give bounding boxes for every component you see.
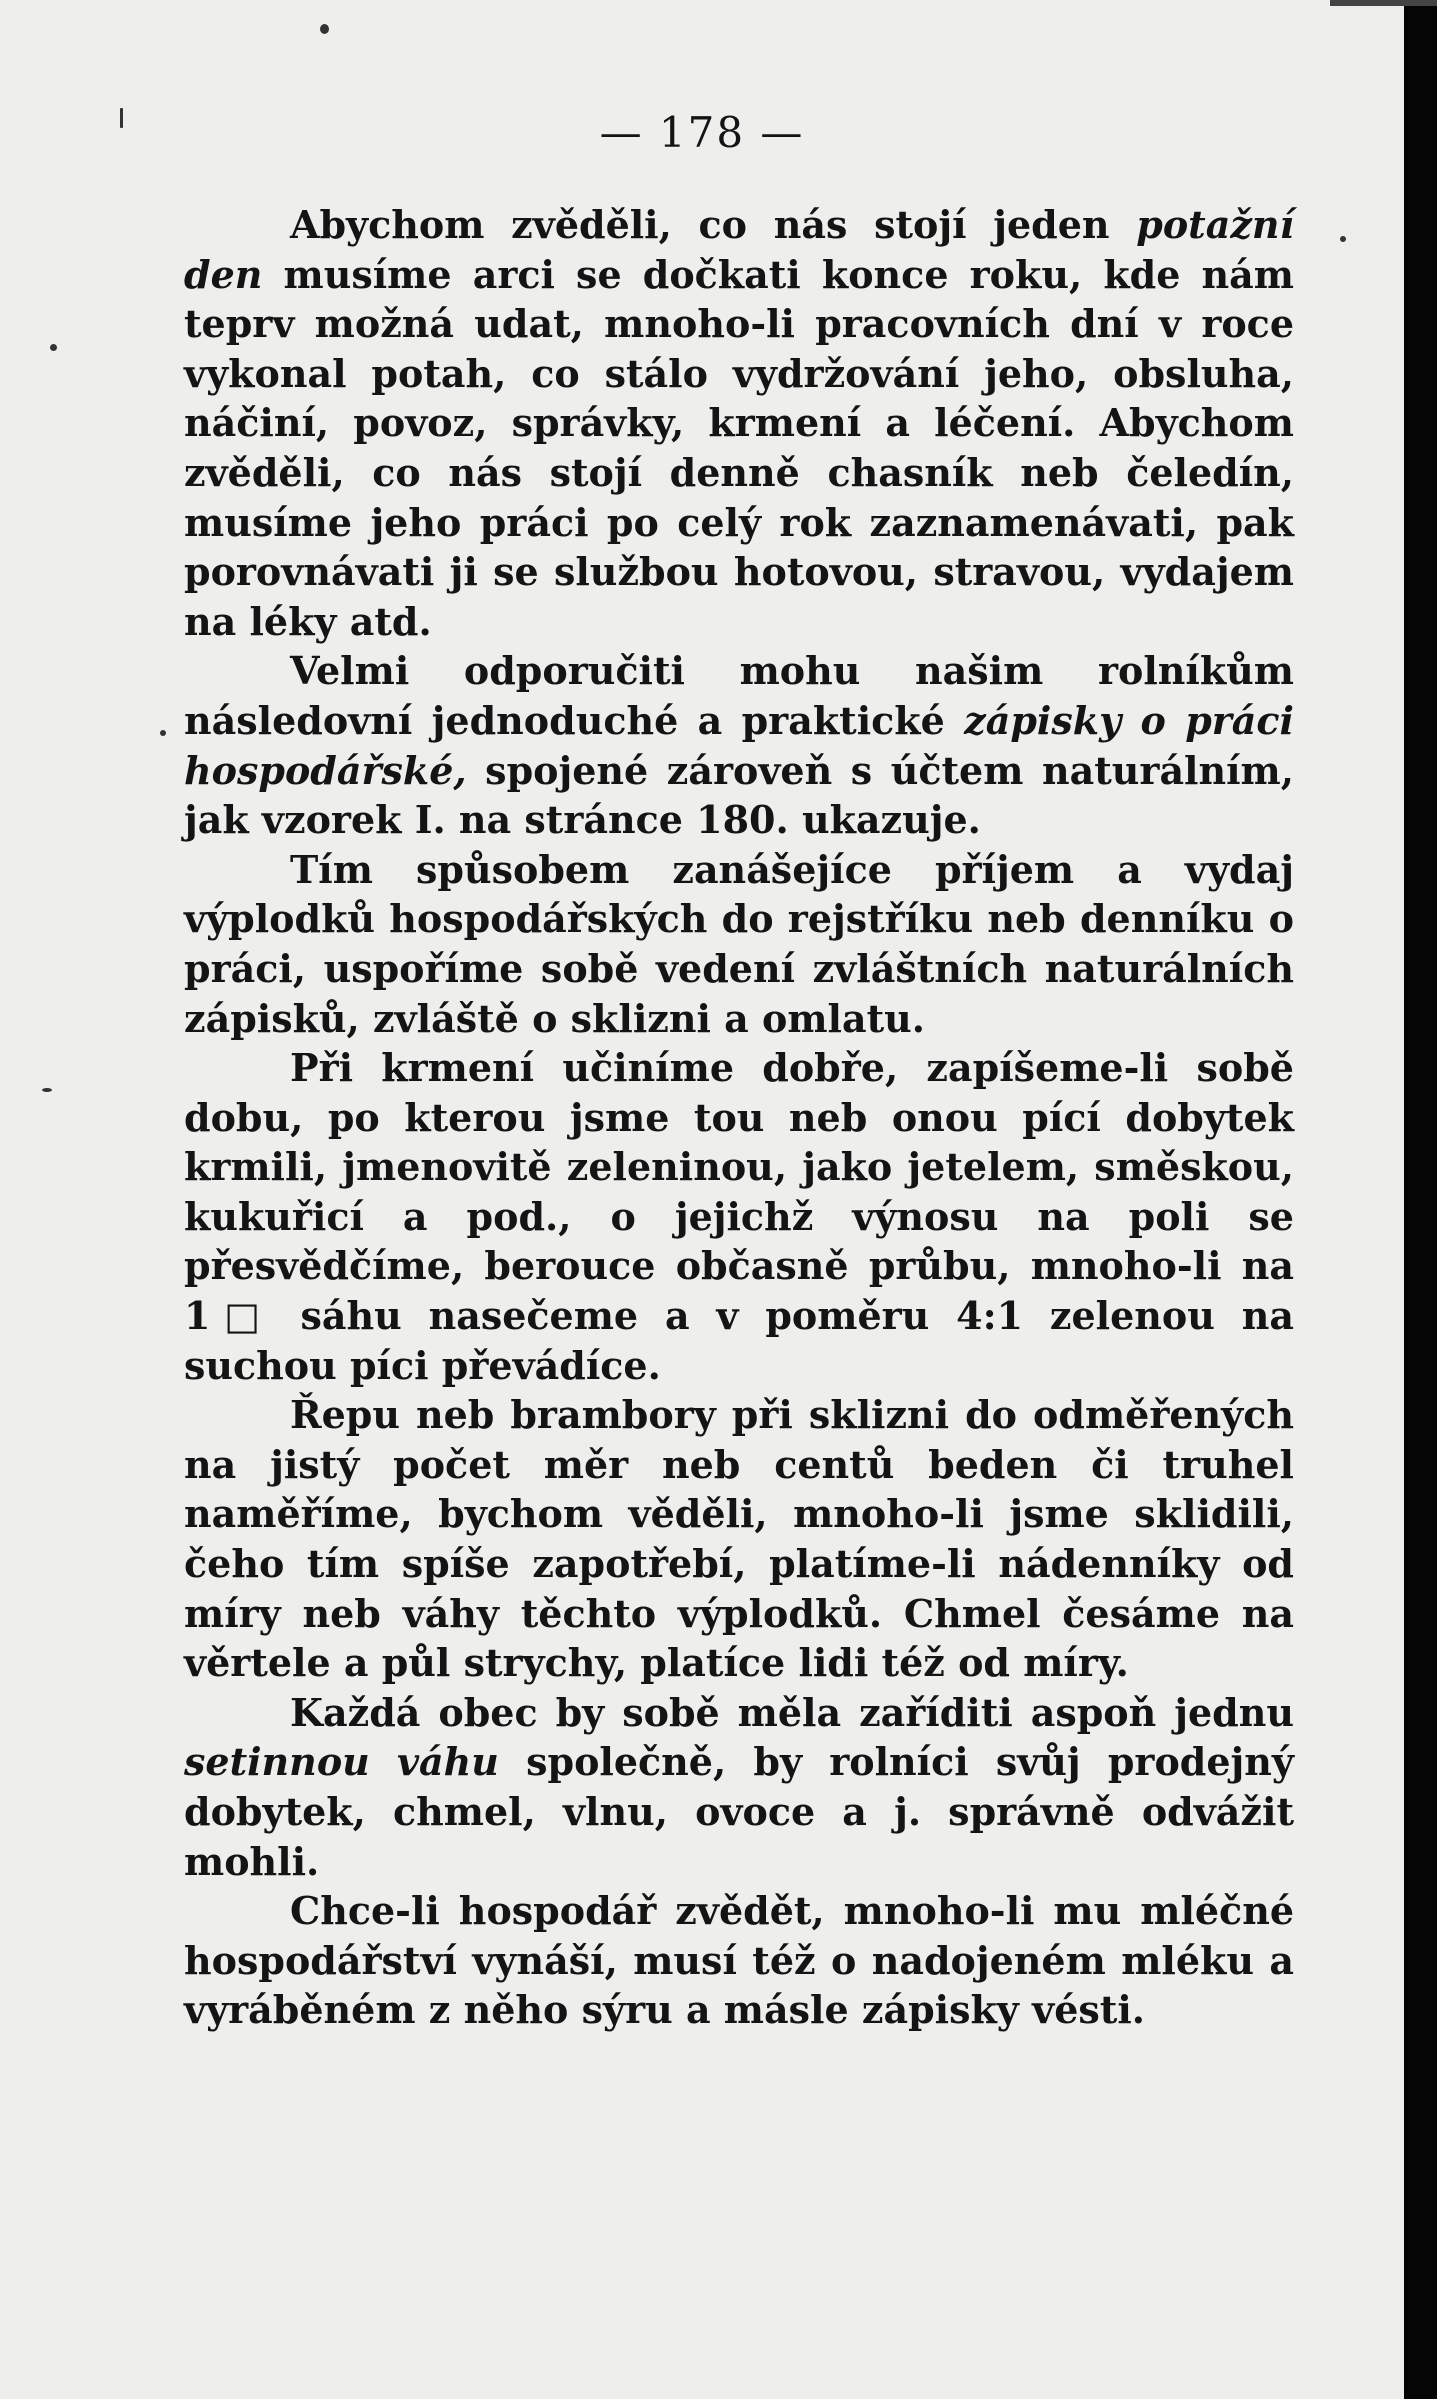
- italic-term: potažní den: [184, 202, 1294, 297]
- paragraph: Každá obec by sobě měla zaříditi aspoň jednu setinnou váhu společně, by rolníci svůj prodejný dobytek, chmel, vlnu, ovoce a j. správně odvážit mohli.: [184, 1689, 1294, 1884]
- paragraph: Chce-li hospodář zvědět, mnoho-li mu mléčné hospodářství vynáší, musí též o nadojeném mléku a vyráběném z něho sýru a másle zápisky vésti.: [184, 1888, 1294, 2033]
- page-number: — 178 —: [599, 108, 805, 157]
- paragraph: Tím spůsobem zanášejíce příjem a vydaj výplodků hospodářských do rejstříku neb denníku o práci, uspoříme sobě vedení zvláštních naturálních zápisků, zvláště o sklizni a omlatu.: [184, 846, 1294, 1041]
- scan-speck: [160, 730, 166, 736]
- scan-speck: [42, 1088, 52, 1092]
- paragraph: Abychom zvěděli, co nás stojí jeden potažní den musíme arci se dočkati konce roku, kde nám teprv možná udat, mnoho-li pracovních dní v roce vykonal potah, co stálo vydržování jeho, obsluha, náčiní, povoz, správky, krmení a léčení. Abychom zvěděli, co nás stojí denně chasník neb čeledín, musíme jeho práci po celý rok zaznamenávati, pak porovnávati ji se službou hotovou, stravou, vydajem na léky atd.: [184, 202, 1294, 644]
- paragraph: Velmi odporučiti mohu našim rolníkům následovní jednoduché a praktické zápisky o práci hospodářské, spojené zároveň s účtem naturálním, jak vzorek I. na stránce 180. ukazuje.: [184, 648, 1294, 843]
- scan-speck: [1340, 236, 1346, 242]
- scan-speck: [320, 24, 329, 34]
- scan-speck: [50, 344, 57, 351]
- paragraph: Při krmení učiníme dobře, zapíšeme-li sobě dobu, po kterou jsme tou neb onou pící dobytek krmili, jmenovitě zeleninou, jako jetelem, směskou, kukuřicí a pod., o jejichž výnosu na poli se přesvědčíme, berouce občasně průbu, mnoho-li na 1□ sáhu nasečeme a v poměru 4:1 zelenou na suchou píci převádíce.: [184, 1045, 1294, 1388]
- body-text: [184, 200, 1294, 2035]
- italic-term: zápisky o práci hospodářské,: [184, 697, 1294, 793]
- scan-border: [1330, 0, 1437, 6]
- paragraph: Řepu neb brambory při sklizni do odměřených na jistý počet měr neb centů beden či truhel naměříme, bychom věděli, mnoho-li jsme sklidili, čeho tím spíše zapotřebí, platíme-li nádenníky od míry neb váhy těchto výplodků. Chmel česáme na věrtele a půl strychy, platíce lidi též od míry.: [184, 1392, 1294, 1686]
- scan-speck: [120, 108, 123, 128]
- scan-border: [1404, 0, 1437, 2399]
- italic-term: setinnou váhu: [184, 1739, 499, 1785]
